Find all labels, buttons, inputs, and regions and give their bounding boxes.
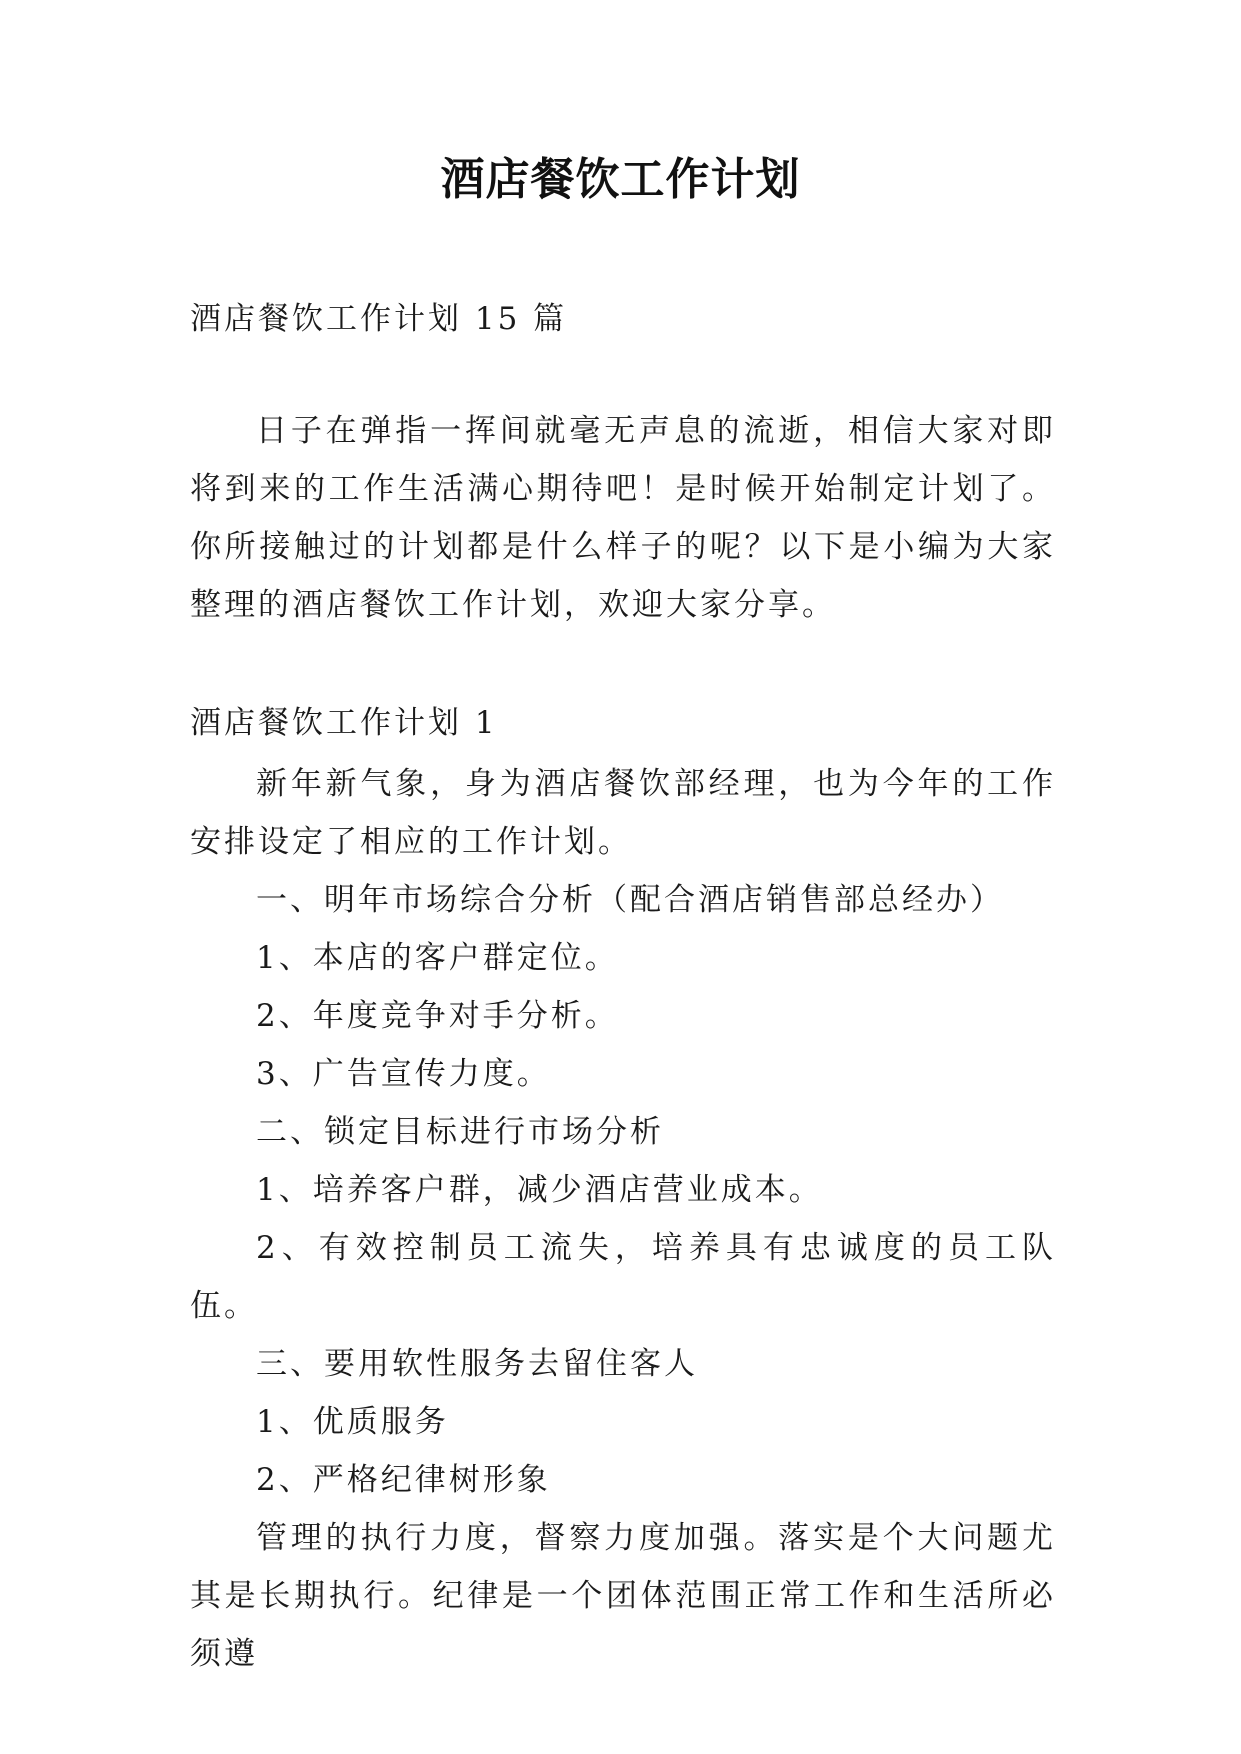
body-paragraph: 管理的执行力度，督察力度加强。落实是个大问题尤其是长期执行。纪律是一个团体范围正常工作和生活所必须遵 <box>190 1520 1056 1672</box>
section-body <box>190 755 1056 1683</box>
list-heading: 二、锁定目标进行市场分析 <box>256 1114 664 1150</box>
body-paragraph: 新年新气象，身为酒店餐饮部经理，也为今年的工作安排设定了相应的工作计划。 <box>190 766 1056 860</box>
document-subtitle: 酒店餐饮工作计划 15 篇 <box>190 301 568 337</box>
section-heading: 酒店餐饮工作计划 1 <box>190 705 498 741</box>
list-item: 1、培养客户群，减少酒店营业成本。 <box>256 1172 823 1208</box>
list-item: 3、广告宣传力度。 <box>256 1056 551 1092</box>
list-item: 2、严格纪律树形象 <box>256 1462 551 1498</box>
list-item: 2、有效控制员工流失，培养具有忠诚度的员工队伍。 <box>190 1230 1056 1324</box>
list-item: 1、本店的客户群定位。 <box>256 940 619 976</box>
intro-paragraph: 日子在弹指一挥间就毫无声息的流逝，相信大家对即将到来的工作生活满心期待吧！是时候开始制定计划了。你所接触过的计划都是什么样子的呢？以下是小编为大家整理的酒店餐饮工作计划，欢迎大家分享。 <box>190 413 1056 623</box>
list-item: 1、优质服务 <box>256 1404 449 1440</box>
list-heading: 一、明年市场综合分析（配合酒店销售部总经办） <box>256 882 1004 918</box>
document-title: 酒店餐饮工作计划 <box>440 154 801 205</box>
list-heading: 三、要用软性服务去留住客人 <box>256 1346 698 1382</box>
list-item: 2、年度竞争对手分析。 <box>256 998 619 1034</box>
